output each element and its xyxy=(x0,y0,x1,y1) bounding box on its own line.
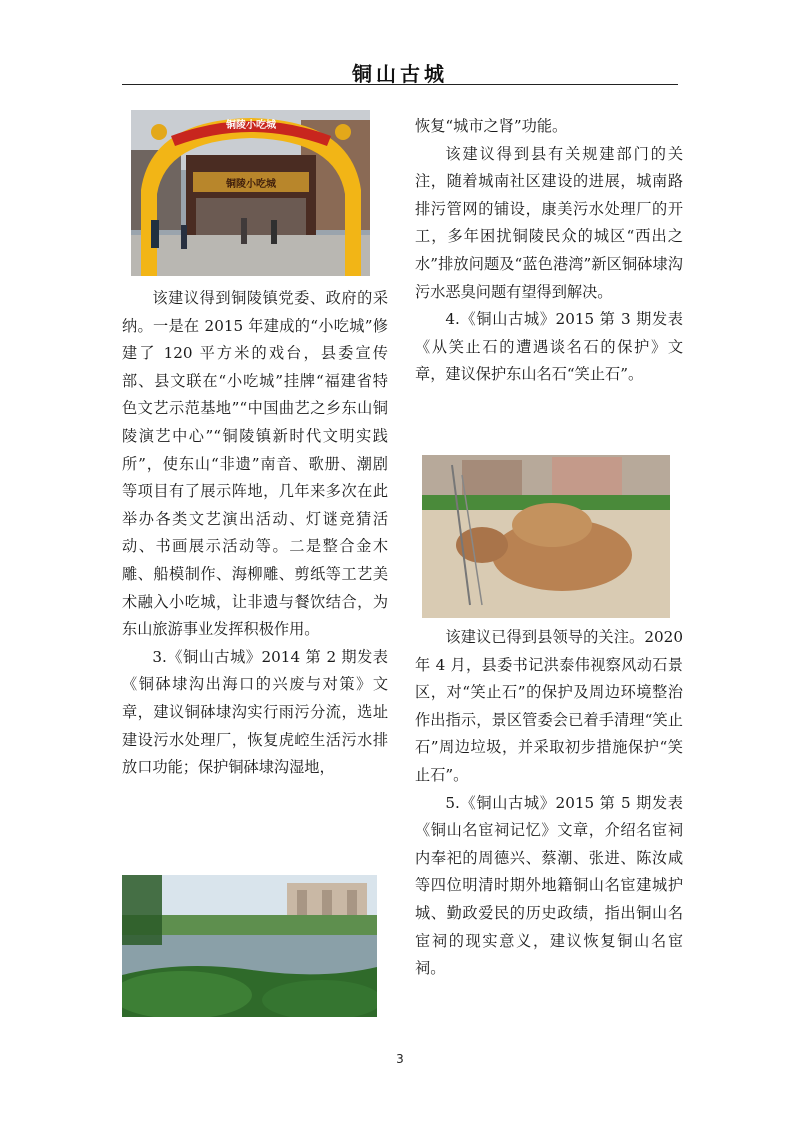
photo-wetland-river xyxy=(122,875,377,1017)
right-column-text-top xyxy=(415,113,683,389)
page-number: 3 xyxy=(396,1052,404,1066)
paragraph-snack-city: 该建议得到铜陵镇党委、政府的采纳。一是在 2015 年建成的“小吃城”修建了 120 平方米的戏台，县委宣传部、县文联在“小吃城”挂牌“福建省特色文艺示范基地”“中国曲艺之乡东山铜陵演艺中心”“铜陵镇新时代文明实践所”，使东山“非遗”南音、歌册、潮剧等项目有了展示阵地，几年来多次在此举办各类文艺演出活动、灯谜竞猜活动、书画展示活动等。二是整合金木雕、船模制作、海柳雕、剪纸等工艺美术融入小吃城，让非遗与餐饮结合，为东山旅游事业发挥积极作用。 xyxy=(122,289,388,639)
arch-photo-illustration xyxy=(131,110,370,276)
photo-snack-city-arch xyxy=(131,110,370,276)
paragraph-leader-attention: 该建议已得到县领导的关注。2020 年 4 月，县委书记洪泰伟视察风动石景区，对“笑止石”的保护及周边环境整治作出指示，景区管委会已着手清理“笑止石”周边垃圾，并采取初步措施保护“笑止石”。 xyxy=(415,628,683,784)
paragraph-item-4: 4.《铜山古城》2015 第 3 期发表《从笑止石的遭遇谈名石的保护》文章，建议保护东山名石“笑止石”。 xyxy=(415,310,683,384)
arch-banner-text: 铜陵小吃城 xyxy=(226,120,276,131)
running-header-title: 铜山古城 xyxy=(352,62,448,86)
right-column-text-bottom xyxy=(415,624,683,983)
wetland-photo-illustration xyxy=(122,875,377,1017)
stone-photo-illustration xyxy=(422,455,670,618)
paragraph-continued: 恢复“城市之肾”功能。 xyxy=(415,117,568,135)
photo-xiaozhi-stone xyxy=(422,455,670,618)
paragraph-sewage-response: 该建议得到县有关规建部门的关注，随着城南社区建设的进展，城南路排污管网的铺设，康美污水处理厂的开工，多年困扰铜陵民众的城区“西出之水”排放问题及“蓝色港湾”新区铜砵埭沟污水恶臭问题有望得到解决。 xyxy=(415,144,683,301)
left-column-text xyxy=(122,285,388,782)
gate-sign-text: 铜陵小吃城 xyxy=(226,179,276,190)
paragraph-item-3: 3.《铜山古城》2014 第 2 期发表《铜砵埭沟出海口的兴废与对策》文章，建议铜砵埭沟实行雨污分流，选址建设污水处理厂，恢复虎崆生活污水排放口功能；保护铜砵埭沟湿地， xyxy=(122,647,388,777)
header-rule xyxy=(122,84,678,85)
paragraph-item-5: 5.《铜山古城》2015 第 5 期发表《铜山名宦祠记忆》文章，介绍名宦祠内奉祀的周德兴、蔡潮、张进、陈汝咸等四位明清时期外地籍铜山名宦建城护城、勤政爱民的历史政绩，指出铜山名宦祠的现实意义，建议恢复铜山名宦祠。 xyxy=(415,793,683,978)
